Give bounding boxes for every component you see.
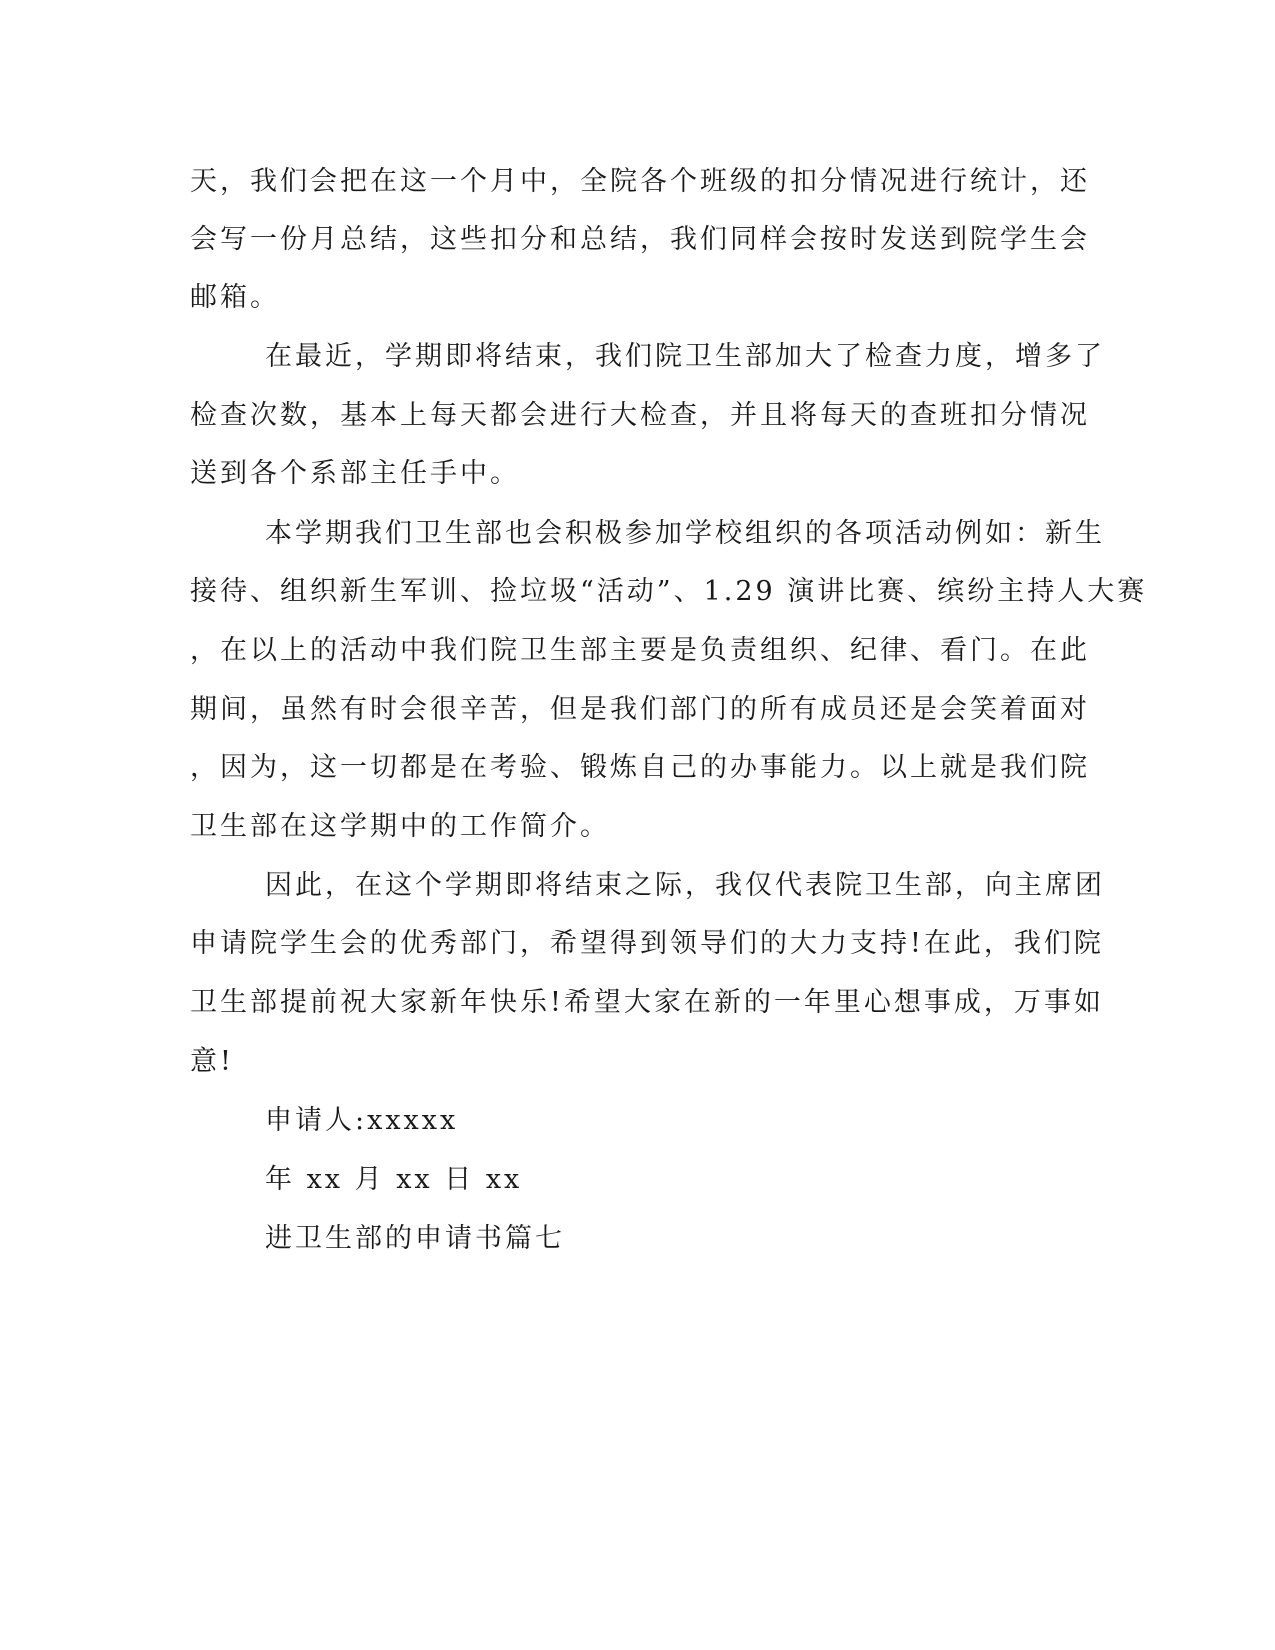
paragraph-3-line-6: 卫生部在这学期中的工作简介。 bbox=[190, 811, 610, 842]
paragraph-3-line-2: 接待、组织新生军训、捡垃圾“活动”、1.29 演讲比赛、缤纷主持人大赛 bbox=[190, 576, 1148, 607]
paragraph-4-line-3: 卫生部提前祝大家新年快乐!希望大家在新的一年里心想事成，万事如 bbox=[190, 987, 1104, 1018]
applicant-line: 申请人:xxxxx bbox=[265, 1105, 459, 1136]
paragraph-1-line-3: 邮箱。 bbox=[190, 282, 280, 313]
paragraph-3-line-4: 期间，虽然有时会很辛苦，但是我们部门的所有成员还是会笑着面对 bbox=[190, 694, 1090, 725]
next-section-title: 进卫生部的申请书篇七 bbox=[265, 1223, 565, 1254]
paragraph-3-line-3: ，在以上的活动中我们院卫生部主要是负责组织、纪律、看门。在此 bbox=[190, 635, 1090, 666]
paragraph-2-line-2: 检查次数，基本上每天都会进行大检查，并且将每天的查班扣分情况 bbox=[190, 400, 1090, 431]
paragraph-4-line-4: 意! bbox=[190, 1046, 234, 1077]
paragraph-2-line-1: 在最近，学期即将结束，我们院卫生部加大了检查力度，增多了 bbox=[265, 341, 1105, 372]
paragraph-1-line-1: 天，我们会把在这一个月中，全院各个班级的扣分情况进行统计，还 bbox=[190, 166, 1090, 197]
date-line: 年 xx 月 xx 日 xx bbox=[265, 1164, 523, 1195]
paragraph-2-line-3: 送到各个系部主任手中。 bbox=[190, 458, 520, 489]
paragraph-4-line-2: 申请院学生会的优秀部门，希望得到领导们的大力支持!在此，我们院 bbox=[190, 928, 1104, 959]
paragraph-3-line-5: ，因为，这一切都是在考验、锻炼自己的办事能力。以上就是我们院 bbox=[190, 752, 1090, 783]
paragraph-3-line-1: 本学期我们卫生部也会积极参加学校组织的各项活动例如：新生 bbox=[265, 518, 1105, 549]
paragraph-4-line-1: 因此，在这个学期即将结束之际，我仅代表院卫生部，向主席团 bbox=[265, 870, 1105, 901]
paragraph-1-line-2: 会写一份月总结，这些扣分和总结，我们同样会按时发送到院学生会 bbox=[190, 224, 1090, 255]
